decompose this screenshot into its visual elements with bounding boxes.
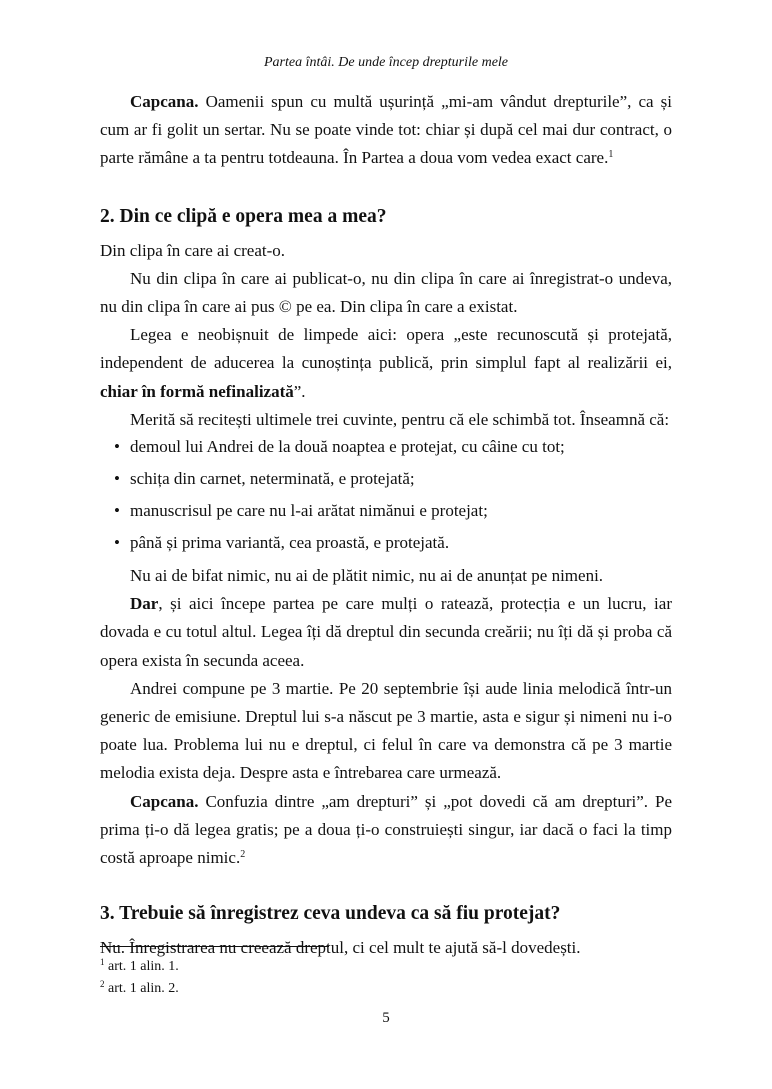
bullet-icon: • xyxy=(114,469,120,489)
bullet-icon: • xyxy=(114,437,120,457)
trap-paragraph-2: Capcana. Confuzia dintre „am drepturi” și „pot dovedi că am drepturi”. Pe prima ți-o dă legea gratis; pe a doua ți-o construiești singur, iar dacă o faci la timp costă aproape nimic.$^2$ xyxy=(100,791,672,868)
section-heading-2: 2. Din ce clipă e opera mea a mea? xyxy=(100,205,387,227)
footnote: $^1$ art. 1 alin. 1. xyxy=(100,957,179,974)
page-number: 5 xyxy=(382,1010,390,1026)
bold-phrase: chiar în formă nefinalizată xyxy=(100,381,294,401)
running-head: Partea întâi. De unde încep drepturile mele xyxy=(263,55,509,70)
list-item: • demoul lui Andrei de la două noaptea e protejat, cu câine cu tot; xyxy=(100,434,672,459)
footnote-ref[interactable]: 1 xyxy=(608,149,614,161)
list-item: • manuscrisul pe care nu l-ai arătat nimănui e protejat; xyxy=(100,498,672,523)
section-heading-3: 3. Trebuie să înregistrez ceva undeva ca să fiu protejat? xyxy=(100,903,561,925)
bold-word: Dar xyxy=(130,594,159,614)
footnotes xyxy=(100,956,179,1000)
main-text xyxy=(100,88,672,962)
paragraph: Andrei compune pe 3 martie. Pe 20 septembrie își aude linia melodică într-un generic de emisiune. Dreptul lui s-a născut pe 3 martie, asta e sigur și nimeni nu i-o poate lua. Problema lui nu e dreptul, ci felul în care va demonstra că pe 3 martie melodia exista deja. Despre asta e întrebarea care urmează. xyxy=(100,678,672,783)
paragraph: Nu din clipa în care ai publicat-o, nu din clipa în care ai înregistrat-o undeva, nu din clipa în care ai pus © pe ea. Din clipa în care a existat. xyxy=(100,268,672,317)
trap-label: Capcana. xyxy=(130,92,199,111)
list-item: • schița din carnet, neterminată, e protejată; xyxy=(100,466,672,491)
bullet-icon: • xyxy=(114,533,120,553)
list-item: • până și prima variantă, cea proastă, e protejată. xyxy=(100,530,672,555)
trap-paragraph-1 xyxy=(100,88,672,173)
bullet-icon: • xyxy=(114,501,120,521)
footnote-divider xyxy=(100,946,329,947)
paragraph: Nu ai de bifat nimic, nu ai de plătit nimic, nu ai de anunțat pe nimeni. xyxy=(130,566,604,586)
paragraph-text: Oamenii spun cu multă ușurință „mi-am vândut drepturile”, ca și cum ar fi golit un sertar. Nu se poate vinde tot: chiar și după cel mai dur contract, o parte rămâne a ta pentru totdeauna. În Partea a doua vom vedea exact care. xyxy=(100,92,672,168)
paragraph: Dar, și aici începe partea pe care mulți o ratează, protecția e un lucru, iar dovada e cu totul altul. Legea îți dă dreptul din secunda creării; nu îți dă și proba că opera exista în secunda aceea. xyxy=(100,594,672,670)
paragraph: Nu. Înregistrarea nu creează dreptul, ci cel mult te ajută să-l dovedești. xyxy=(100,938,581,958)
footnote-ref[interactable]: 2 xyxy=(240,849,246,861)
paragraph: Merită să recitești ultimele trei cuvinte, pentru că ele schimbă tot. Înseamnă că: xyxy=(130,409,670,429)
footnote: $^2$ art. 1 alin. 2. xyxy=(100,979,179,996)
trap-label: Capcana. xyxy=(130,791,199,811)
bullet-list xyxy=(100,434,672,555)
law-quote-paragraph: Legea e neobișnuit de limpede aici: opera „este recunoscută și protejată, independent de aducerea la cunoștința publică, prin simplul fapt al realizării ei, chiar în formă nefinalizată”. xyxy=(100,325,672,401)
paragraph: Din clipa în care ai creat-o. xyxy=(100,240,286,260)
